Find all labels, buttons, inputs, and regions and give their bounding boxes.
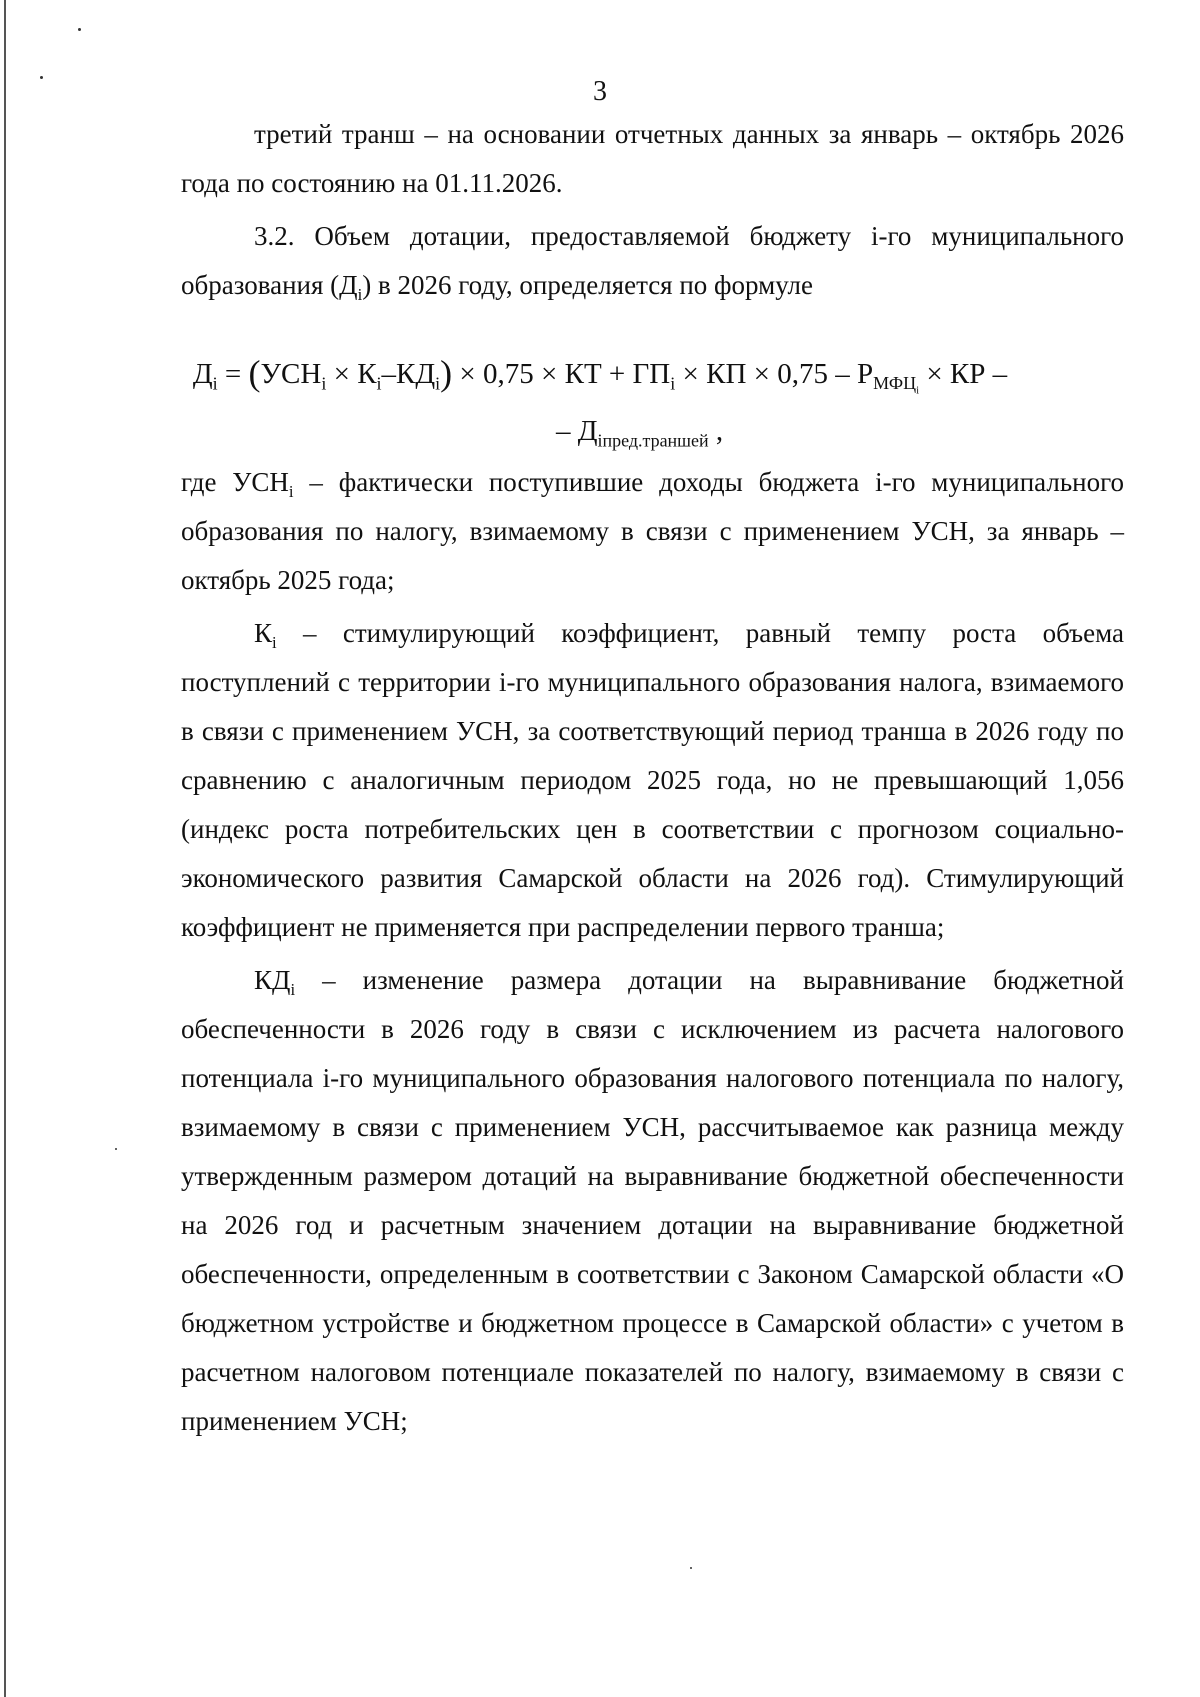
paragraph-third-tranche: третий транш – на основании отчетных данных за январь – октябрь 2026 года по состоянию на 01.11.2026. [181, 119, 1124, 198]
scan-left-edge [4, 0, 6, 1697]
page-number: 3 [593, 76, 607, 107]
scan-speck [690, 1567, 692, 1569]
definitions-block [181, 458, 1124, 1446]
paragraph-3-2: 3.2. Объем дотации, предоставляемой бюджету i-го муниципального образования $(Д_i)$ в 2026 году, определяется по формуле [181, 221, 1124, 304]
definition-k: $К_i$ – стимулирующий коэффициент, равный темпу роста объема поступлений с территории i-го муниципального образования налога, взимаемого в связи с применением УСН, за соответствующий период транша в 2026 году по сравнению с аналогичным периодом 2025 года, но не превышающий 1,056 (индекс роста потребительских цен в соответствии с прогнозом социально-экономического развития Самарской области на 2026 год). Стимулирующий коэффициент не применяется при распределении первого транша; [181, 618, 1124, 942]
definition-kd: $КД_i$ – изменение размера дотации на выравнивание бюджетной обеспеченности в 2026 году в связи с исключением из расчета налогового потенциала i-го муниципального образования налогового потенциала по налогу, взимаемому в связи с применением УСН, рассчитываемое как разница между утвержденным размером дотаций на выравнивание бюджетной обеспеченности на 2026 год и расчетным значением дотации на выравнивание бюджетной обеспеченности, определенным в соответствии с Законом Самарской области «О бюджетном устройстве и бюджетном процессе в Самарской области» с учетом в расчетном налоговом потенциале показателей по налогу, взимаемому в связи с применением УСН; [181, 965, 1124, 1436]
intro-block [181, 110, 1124, 310]
formula-line-1: $Д_i = (УСН_i \times К_i-КД_i) \times 0,75$ × КТ + $ГП_i$ × КП × $0,75 - Р_{МФЦ_i}$ × КР – [192, 353, 1008, 397]
formula-line-2: – $Д_{iпред.траншей}$ , [556, 415, 724, 451]
scan-speck [78, 28, 81, 31]
definition-usn: где $УСН_i$ – фактически поступившие доходы бюджета i-го муниципального образования по налогу, взимаемому в связи с применением УСН, за январь – октябрь 2025 года; [181, 467, 1125, 595]
scan-speck [115, 1148, 117, 1150]
